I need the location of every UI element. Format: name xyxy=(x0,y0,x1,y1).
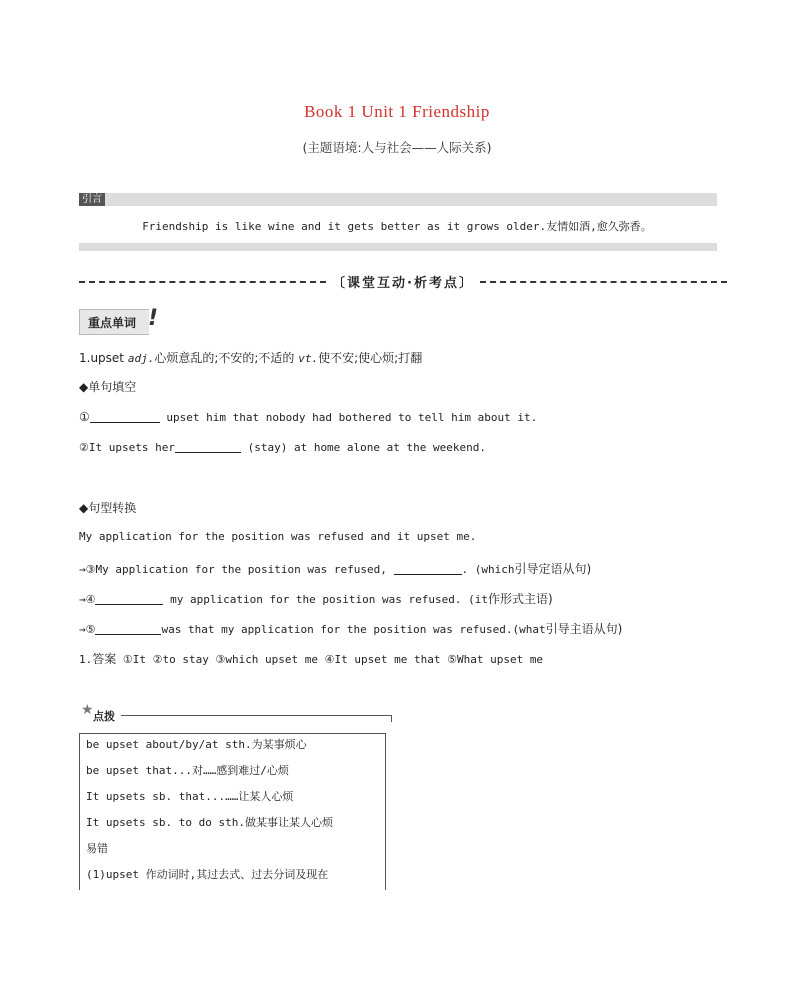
tip-label: 点拨 xyxy=(93,710,115,723)
word-entry: 1.upset adj.心烦意乱的;不安的;不适的 vt.使不安;使心烦;打翻 xyxy=(79,351,423,365)
divider-dash-left xyxy=(79,281,326,283)
answer-blank-1[interactable] xyxy=(90,410,160,423)
tip-line: be upset that...对……感到难过/心烦 xyxy=(86,764,289,777)
page-title: Book 1 Unit 1 Friendship xyxy=(304,102,490,121)
intro-tag: 引言 xyxy=(79,193,105,206)
intro-bar-bottom xyxy=(79,243,717,251)
divider-dash-right xyxy=(480,281,727,283)
tip-line: be upset about/by/at sth.为某事烦心 xyxy=(86,738,307,751)
tip-line: It upsets sb. to do sth.做某事让某人心烦 xyxy=(86,816,333,829)
tip-header xyxy=(79,702,392,722)
answer-blank-5[interactable] xyxy=(95,622,161,635)
question-5: →⑤ was that my application for the position was refused.(what引导主语从句) xyxy=(79,622,623,636)
answer-key: 1.答案 ①It ②to stay ③which upset me ④It upset me that ⑤What upset me xyxy=(79,652,544,666)
exclamation-icon: ! xyxy=(148,306,159,331)
tip-line: 易错 xyxy=(86,842,108,855)
key-words-badge: 重点单词 xyxy=(79,309,149,335)
answer-blank-4[interactable] xyxy=(95,592,163,605)
exercise2-heading: ◆句型转换 xyxy=(79,501,137,515)
base-sentence: My application for the position was refused and it upset me. xyxy=(79,530,477,543)
question-1: ① upset him that nobody had bothered to tell him about it. xyxy=(79,410,538,424)
question-4: →④ my application for the position was refused. (it作形式主语) xyxy=(79,592,553,606)
section-label: 〔课堂互动·析考点〕 xyxy=(332,276,474,291)
tip-rule xyxy=(121,715,392,716)
page-subtitle: (主题语境:人与社会——人际关系) xyxy=(302,140,492,155)
intro-bar-top xyxy=(79,193,717,206)
question-2: ②It upsets her (stay) at home alone at the weekend. xyxy=(79,441,487,454)
answer-label: 答案 xyxy=(92,652,117,666)
answer-blank-2[interactable] xyxy=(175,440,241,453)
intro-quote: Friendship is like wine and it gets better as it grows older.友情如酒,愈久弥香。 xyxy=(142,220,652,233)
tip-line: It upsets sb. that...……让某人心烦 xyxy=(86,790,294,803)
tip-line: (1)upset 作动词时,其过去式、过去分词及现在 xyxy=(86,868,329,881)
section-divider xyxy=(79,272,727,291)
tip-corner xyxy=(391,715,392,722)
exercise1-heading: ◆单句填空 xyxy=(79,380,137,394)
star-icon: ★ xyxy=(81,702,94,718)
question-3: →③My application for the position was refused, . (which引导定语从句) xyxy=(79,562,592,576)
answer-blank-3[interactable] xyxy=(394,562,462,575)
